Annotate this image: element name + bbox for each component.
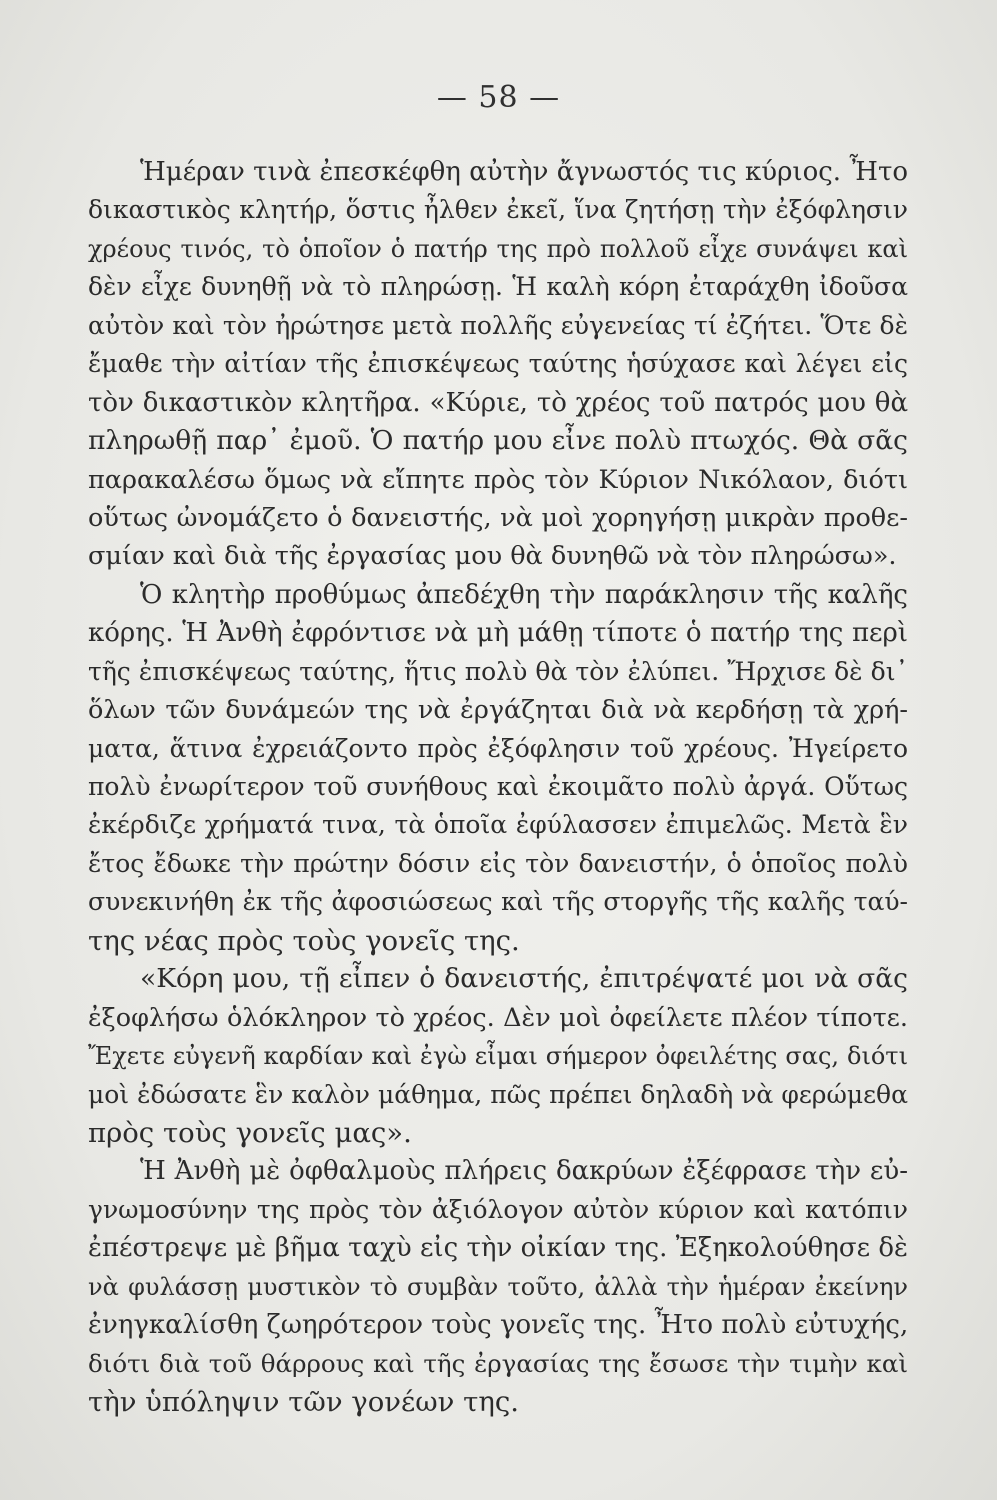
text-line: ἐπέστρεψε μὲ βῆμα ταχὺ εἰς τὴν οἰκίαν της. Ἐξηκολούθησε δὲ [88,1233,908,1264]
text-line: σμίαν καὶ διὰ τῆς ἐργασίας μου θὰ δυνηθῶ νὰ τὸν πληρώσω». [88,541,897,572]
text-line: διότι διὰ τοῦ θάρρους καὶ τῆς ἐργασίας της ἔσωσε τὴν τιμὴν καὶ [88,1348,908,1378]
text-line: ματα, ἅτινα ἐχρειάζοντο πρὸς ἐξόφλησιν τοῦ χρέους. Ἠγείρετο [88,733,908,763]
text-line: μοὶ ἐδώσατε ἓν καλὸν μάθημα, πῶς πρέπει δηλαδὴ νὰ φερώμεθα [88,1079,908,1109]
text-line: τὸν δικαστικὸν κλητῆρα. «Κύριε, τὸ χρέος τοῦ πατρός μου θὰ [88,387,908,418]
text-line: δὲν εἶχε δυνηθῇ νὰ τὸ πληρώσῃ. Ἡ καλὴ κόρη ἐταράχθη ἰδοῦσα [88,272,908,302]
text-line: τὴν ὑπόληψιν τῶν γονέων της. [88,1386,519,1418]
text-line: αὐτὸν καὶ τὸν ἠρώτησε μετὰ πολλῆς εὐγενείας τί ἐζήτει. Ὅτε δὲ [88,310,908,340]
text-line: ἐκέρδιζε χρήματά τινα, τὰ ὁποῖα ἐφύλασσεν ἐπιμελῶς. Μετὰ ἓν [88,810,908,840]
text-line: Ὁ κλητὴρ προθύμως ἀπεδέχθη τὴν παράκλησιν τῆς καλῆς [140,579,908,610]
text-line: γνωμοσύνην της πρὸς τὸν ἀξιόλογον αὐτὸν κύριον καὶ κατόπιν [88,1194,908,1224]
text-line: τῆς ἐπισκέψεως ταύτης, ἥτις πολὺ θὰ τὸν ἐλύπει. Ἤρχισε δὲ δι᾽ [88,656,908,686]
text-line: της νέας πρὸς τοὺς γονεῖς της. [88,924,520,957]
text-line: οὕτως ὠνομάζετο ὁ δανειστής, νὰ μοὶ χορηγήσῃ μικρὰν προθε- [88,502,908,533]
page-number: — 58 — [436,80,561,115]
body-text [88,153,908,1421]
text-line: παρακαλέσω ὅμως νὰ εἴπητε πρὸς τὸν Κύριον Νικόλαον, διότι [88,464,908,495]
text-line: ἐξοφλήσω ὁλόκληρον τὸ χρέος. Δὲν μοὶ ὀφείλετε πλέον τίποτε. [88,1002,908,1033]
text-line: Ἔχετε εὐγενῆ καρδίαν καὶ ἐγὼ εἶμαι σήμερον ὀφειλέτης σας, διότι [88,1042,908,1071]
text-line: Ἡ Ἀνθὴ μὲ ὀφθαλμοὺς πλήρεις δακρύων ἐξέφρασε τὴν εὐ- [140,1156,908,1187]
text-line: πολὺ ἐνωρίτερον τοῦ συνήθους καὶ ἐκοιμᾶτο πολὺ ἀργά. Οὕτως [88,772,908,801]
text-line: «Κόρη μου, τῇ εἶπεν ὁ δανειστής, ἐπιτρέψατέ μοι νὰ σᾶς [140,963,908,995]
text-line: συνεκινήθη ἐκ τῆς ἀφοσιώσεως καὶ τῆς στοργῆς τῆς καλῆς ταύ- [88,887,908,917]
text-line: νὰ φυλάσσῃ μυστικὸν τὸ συμβὰν τοῦτο, ἀλλὰ τὴν ἡμέραν ἐκείνην [88,1272,908,1301]
text-line: ἔτος ἔδωκε τὴν πρώτην δόσιν εἰς τὸν δανειστήν, ὁ ὁποῖος πολὺ [88,848,908,878]
text-line: χρέους τινός, τὸ ὁποῖον ὁ πατήρ της πρὸ πολλοῦ εἶχε συνάψει καὶ [88,234,908,263]
text-line: πρὸς τοὺς γονεῖς μας». [88,1116,412,1149]
text-line: πληρωθῇ παρ᾽ ἐμοῦ. Ὁ πατήρ μου εἶνε πολὺ πτωχός. Θὰ σᾶς [88,425,908,457]
text-line: ὅλων τῶν δυνάμεών της νὰ ἐργάζηται διὰ νὰ κερδήσῃ τὰ χρή- [88,695,908,726]
text-line: ἔμαθε τὴν αἰτίαν τῆς ἐπισκέψεως ταύτης ἡσύχασε καὶ λέγει εἰς [88,349,908,379]
text-line: ἐνηγκαλίσθη ζωηρότερον τοὺς γονεῖς της. Ἦτο πολὺ εὐτυχής, [88,1310,909,1341]
text-line: Ἡμέραν τινὰ ἐπεσκέφθη αὐτὴν ἄγνωστός τις κύριος. Ἦτο [140,157,908,187]
text-line: δικαστικὸς κλητήρ, ὅστις ἦλθεν ἐκεῖ, ἵνα ζητήσῃ τὴν ἐξόφλησιν [88,195,908,225]
text-line: κόρης. Ἡ Ἀνθὴ ἐφρόντισε νὰ μὴ μάθῃ τίποτε ὁ πατήρ της περὶ [88,618,908,649]
